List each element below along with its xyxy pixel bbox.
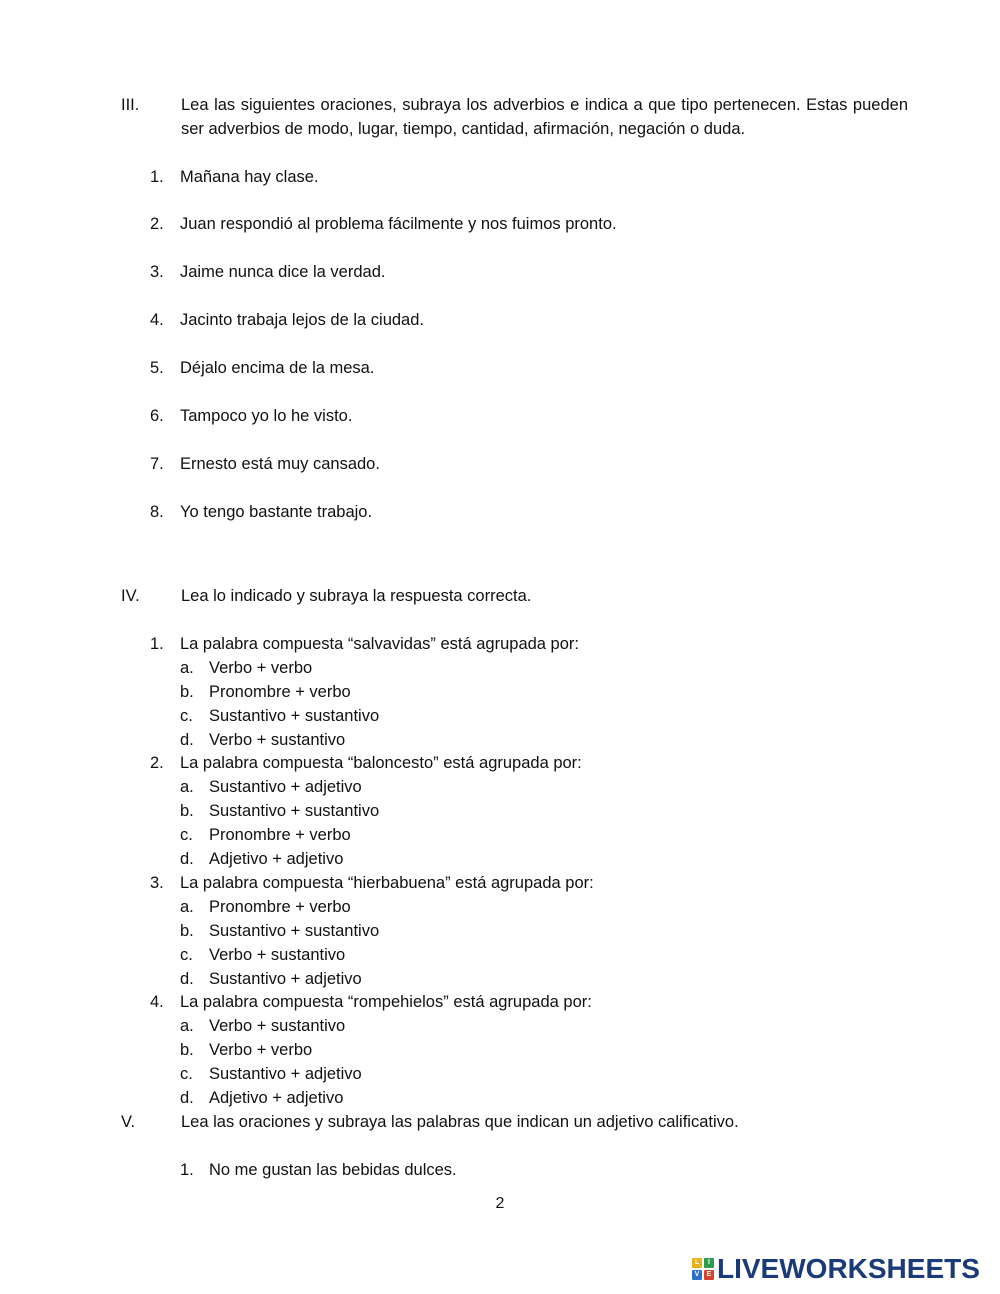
option-letter: a.	[180, 1017, 194, 1035]
option-letter: d.	[180, 731, 194, 749]
list-item-number: 1.	[180, 1161, 194, 1179]
list-item-number: 6.	[150, 407, 164, 425]
logo-square: I	[704, 1258, 714, 1268]
list-item-number: 4.	[150, 311, 164, 329]
liveworksheets-logo	[692, 1252, 980, 1286]
list-item-number: 8.	[150, 503, 164, 521]
list-item: Mañana hay clase.	[180, 168, 319, 186]
list-item: Jaime nunca dice la verdad.	[180, 263, 386, 281]
section-4-number: IV.	[121, 587, 140, 605]
option-letter: b.	[180, 922, 194, 940]
list-item: Ernesto está muy cansado.	[180, 455, 380, 473]
option-letter: c.	[180, 946, 193, 964]
list-item: Juan respondió al problema fácilmente y nos fuimos pronto.	[180, 215, 617, 233]
question-text: La palabra compuesta “baloncesto” está agrupada por:	[180, 754, 582, 772]
section-4-instruction: Lea lo indicado y subraya la respuesta correcta.	[181, 587, 532, 605]
question-text: La palabra compuesta “hierbabuena” está agrupada por:	[180, 874, 594, 892]
option-letter: a.	[180, 898, 194, 916]
logo-square: L	[692, 1258, 702, 1268]
option-letter: c.	[180, 707, 193, 725]
option-letter: b.	[180, 1041, 194, 1059]
option-letter: a.	[180, 659, 194, 677]
answer-option[interactable]: Verbo + sustantivo	[209, 731, 346, 749]
answer-option[interactable]: Pronombre + verbo	[209, 826, 351, 844]
list-item: Déjalo encima de la mesa.	[180, 359, 375, 377]
list-item-number: 7.	[150, 455, 164, 473]
logo-squares-icon	[692, 1258, 714, 1280]
list-item-number: 2.	[150, 215, 164, 233]
list-item: Tampoco yo lo he visto.	[180, 407, 353, 425]
answer-option[interactable]: Sustantivo + sustantivo	[209, 707, 380, 725]
answer-option[interactable]: Sustantivo + adjetivo	[209, 970, 362, 988]
answer-option[interactable]: Verbo + verbo	[209, 1041, 313, 1059]
answer-option[interactable]: Verbo + sustantivo	[209, 1017, 346, 1035]
list-item-number: 1.	[150, 168, 164, 186]
list-item: Yo tengo bastante trabajo.	[180, 503, 373, 521]
option-letter: c.	[180, 826, 193, 844]
option-letter: d.	[180, 850, 194, 868]
answer-option[interactable]: Sustantivo + sustantivo	[209, 922, 380, 940]
option-letter: b.	[180, 802, 194, 820]
answer-option[interactable]: Pronombre + verbo	[209, 898, 351, 916]
answer-option[interactable]: Sustantivo + adjetivo	[209, 1065, 362, 1083]
answer-option[interactable]: Sustantivo + sustantivo	[209, 802, 380, 820]
section-3-number: III.	[121, 96, 140, 114]
answer-option[interactable]: Verbo + sustantivo	[209, 946, 346, 964]
question-number: 3.	[150, 874, 164, 892]
list-item-number: 3.	[150, 263, 164, 281]
question-text: La palabra compuesta “rompehielos” está agrupada por:	[180, 993, 592, 1011]
brand-name: LIVEWORKSHEETS	[717, 1253, 980, 1284]
section-5-instruction: Lea las oraciones y subraya las palabras que indican un adjetivo calificativo.	[181, 1113, 739, 1131]
section-5-number: V.	[121, 1113, 136, 1131]
option-letter: b.	[180, 683, 194, 701]
list-item: Jacinto trabaja lejos de la ciudad.	[180, 311, 424, 329]
logo-square: V	[692, 1270, 702, 1280]
logo-square: E	[704, 1270, 714, 1280]
answer-option[interactable]: Sustantivo + adjetivo	[209, 778, 362, 796]
answer-option[interactable]: Adjetivo + adjetivo	[209, 1089, 344, 1107]
option-letter: d.	[180, 1089, 194, 1107]
answer-option[interactable]: Pronombre + verbo	[209, 683, 351, 701]
option-letter: c.	[180, 1065, 193, 1083]
question-text: La palabra compuesta “salvavidas” está agrupada por:	[180, 635, 579, 653]
section-3-instruction: Lea las siguientes oraciones, subraya los adverbios e indica a que tipo pertenecen. Estas pueden ser adverbios de modo, lugar, tiempo, cantidad, afirmación, negación o duda.	[181, 96, 908, 138]
question-number: 4.	[150, 993, 164, 1011]
option-letter: d.	[180, 970, 194, 988]
answer-option[interactable]: Verbo + verbo	[209, 659, 313, 677]
list-item: No me gustan las bebidas dulces.	[209, 1161, 457, 1179]
question-number: 2.	[150, 754, 164, 772]
option-letter: a.	[180, 778, 194, 796]
answer-option[interactable]: Adjetivo + adjetivo	[209, 850, 344, 868]
question-number: 1.	[150, 635, 164, 653]
page-number: 2	[495, 1195, 505, 1212]
list-item-number: 5.	[150, 359, 164, 377]
